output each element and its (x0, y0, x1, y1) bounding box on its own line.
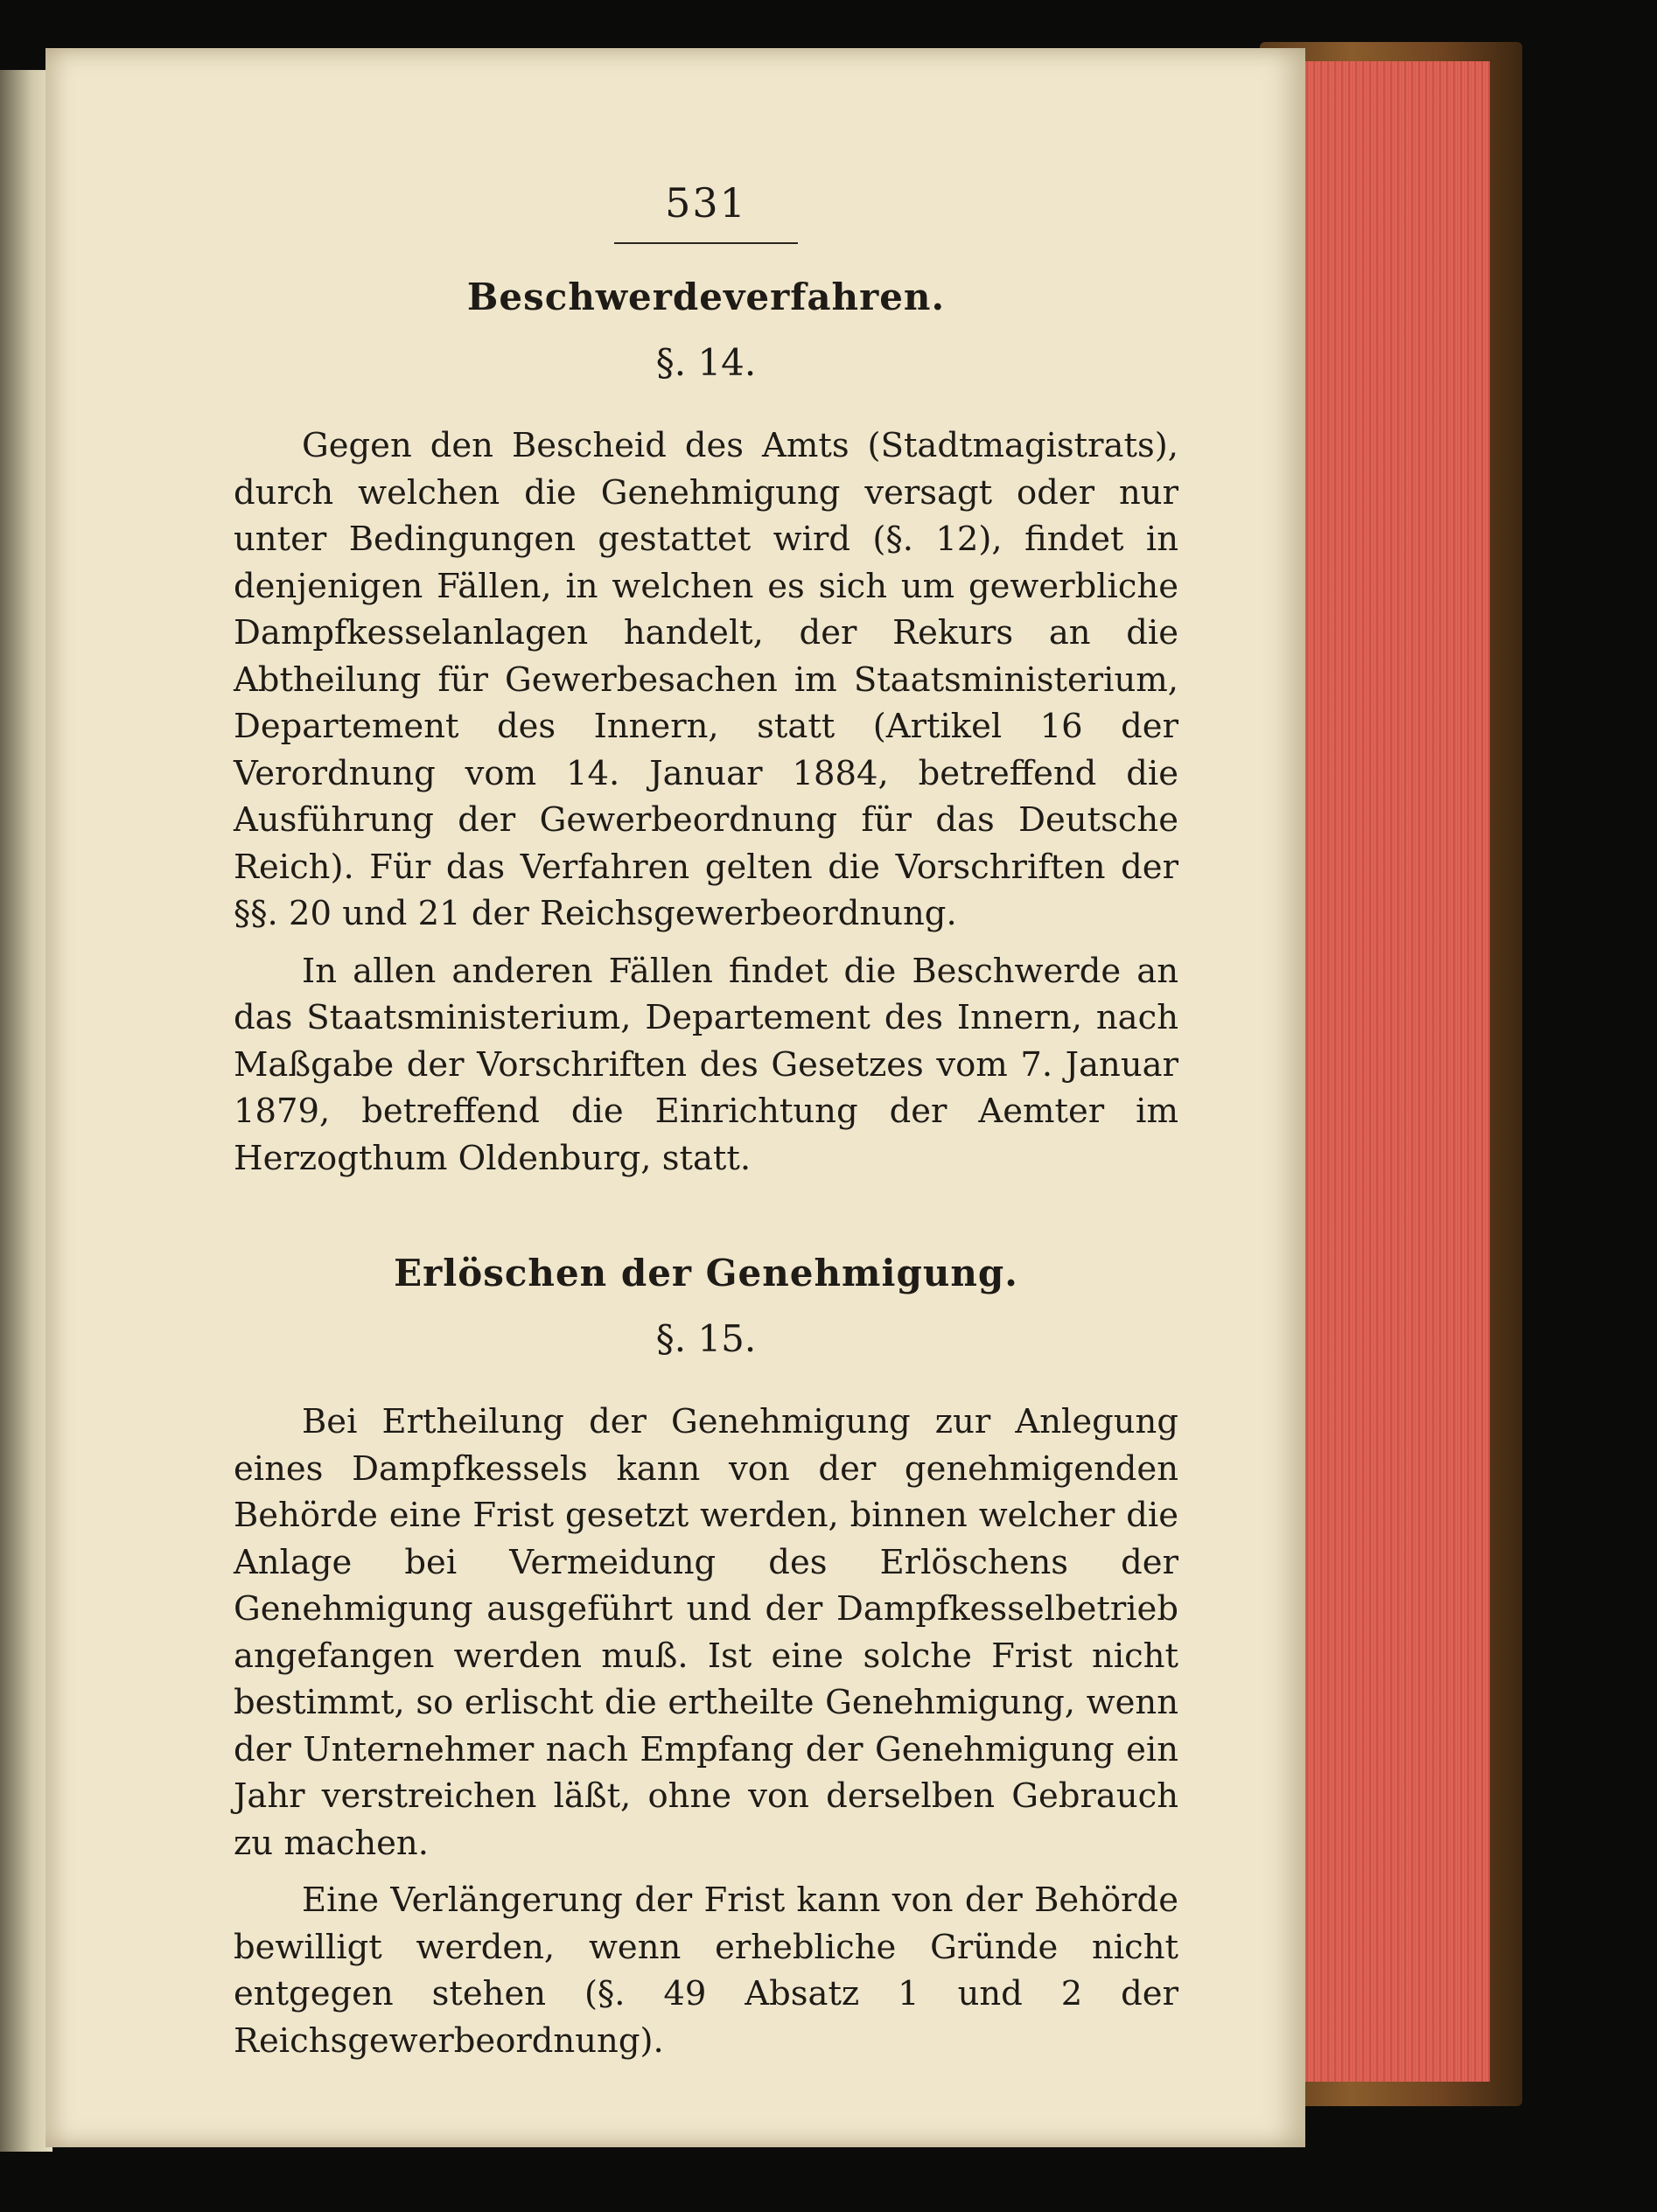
section-number: §. 14. (655, 341, 757, 384)
left-page-edge (0, 70, 52, 2152)
paragraph: Gegen den Bescheid des Amts (Stadtmagistrats), durch welchen die Genehmigung versagt oder nur unter Bedingungen gestattet wird (§. 12), findet in denjenigen Fällen, in welchen es sich um gewerbliche Dampfkesselanlagen handelt, der Rekurs an die Abtheilung für Gewerbesachen im Staatsministerium, Departement des Innern, statt (Artikel 16 der Verordnung vom 14. Januar 1884, betreffend die Ausführung der Gewerbeordnung für das Deutsche Reich). Für das Verfahren gelten die Vorschriften der §§. 20 und 21 der Reichsgewerbeordnung. (234, 426, 1178, 933)
section-number: §. 15. (655, 1317, 757, 1360)
page-number-rule (614, 242, 798, 244)
page-number: 531 (665, 179, 747, 227)
section-heading: Beschwerdeverfahren. (466, 276, 946, 318)
section-heading: Erlöschen der Genehmigung. (394, 1252, 1018, 1294)
book-page (45, 48, 1305, 2147)
paragraph: Bei Ertheilung der Genehmigung zur Anlegung eines Dampfkessels kann von der genehmigenden Behörde eine Frist gesetzt werden, binnen welcher die Anlage bei Vermeidung des Erlöschens der Genehmigung ausgeführt und der Dampfkesselbetrieb angefangen werden muß. Ist eine solche Frist nicht bestimmt, so erlischt die ertheilte Genehmigung, wenn der Unternehmer nach Empfang der Genehmigung ein Jahr verstreichen läßt, ohne von derselben Gebrauch zu machen. (234, 1402, 1178, 1863)
spacer (234, 1182, 1178, 1252)
paragraph: In allen anderen Fällen findet die Beschwerde an das Staatsministerium, Departement des Innern, nach Maßgabe der Vorschriften des Gesetzes vom 7. Januar 1879, betreffend die Einrichtung der Aemter im Herzogthum Oldenburg, statt. (234, 951, 1178, 1178)
paragraph: Eine Verlängerung der Frist kann von der Behörde bewilligt werden, wenn erhebliche Gründe nicht entgegen stehen (§. 49 Absatz 1 und 2 der Reichsgewerbeordnung). (234, 1881, 1178, 2061)
page-edges (1286, 61, 1490, 2082)
page-content (234, 179, 1178, 2064)
